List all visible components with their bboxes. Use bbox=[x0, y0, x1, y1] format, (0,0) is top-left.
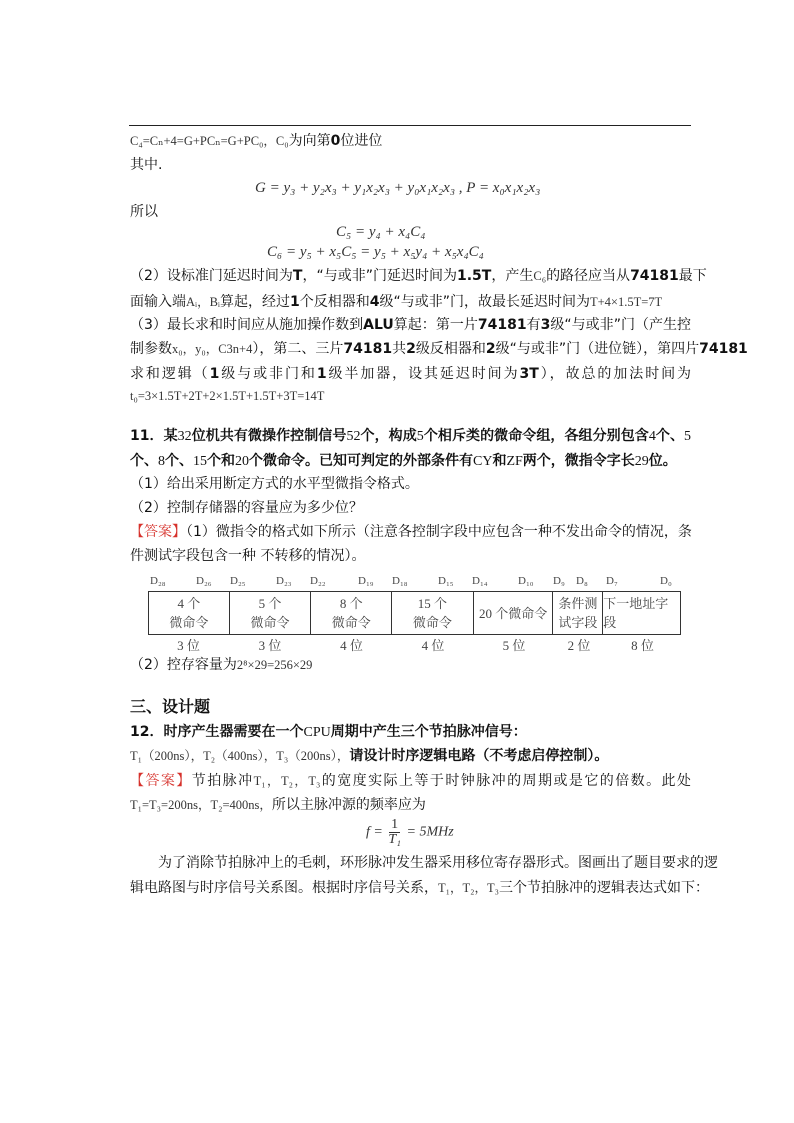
field-group-2: 5 个 微命令 bbox=[230, 592, 312, 634]
field-width: 8 位 bbox=[631, 638, 654, 653]
where-label: 其中. bbox=[130, 157, 163, 173]
field-group-1: 4 个 微命令 bbox=[149, 592, 230, 634]
field-next-address: 下一地址字段 bbox=[603, 596, 669, 630]
bit-label: D₈ bbox=[576, 575, 588, 587]
para3-line1: （3）最长求和时间应从施加操作数到ALU算起：第一片74181有3级“与或非”门（产生控 bbox=[130, 317, 692, 333]
carry-line: C₄=Cₙ+4=G+PCₙ=G+PC₀，C₀为向第0位进位 bbox=[130, 133, 383, 149]
bit-label: D₁₈ bbox=[392, 575, 408, 587]
q12-para-line1: 为了消除节拍脉冲上的毛刺，环形脉冲发生器采用移位寄存器形式。图画出了题目要求的逻 bbox=[158, 855, 718, 871]
equation-c5: C₅ = y₄ + x₄C₄ bbox=[336, 224, 426, 240]
q12-stem-line2: T₁（200ns），T₂（400ns），T₃（200ns），请设计时序逻辑电路（不考虑启停控制）。 bbox=[130, 748, 609, 764]
field-width: 2 位 bbox=[567, 638, 591, 653]
bit-label: D₁₄ bbox=[472, 575, 488, 587]
bit-positions bbox=[148, 575, 681, 589]
fraction: $\frac{1}{\text{T₁}}$ bbox=[388, 817, 401, 847]
para2-line1: （2）设标准门延迟时间为T，“与或非”门延迟时间为1.5T，产生C₆的路径应当从74181最下 bbox=[130, 268, 707, 284]
q11-sub1: （1）给出采用断定方式的水平型微指令格式。 bbox=[130, 476, 419, 492]
q12-stem-line1: 12．时序产生器需要在一个CPU周期中产生三个节拍脉冲信号： bbox=[130, 724, 527, 740]
para3-line3: 求和逻辑（1级与或非门和1级半加器，设其延迟时间为3T），故总的加法时间为 bbox=[130, 366, 692, 382]
bit-label: D₁₅ bbox=[438, 575, 454, 587]
q11-sub2: （2）控制存储器的容量应为多少位？ bbox=[130, 500, 363, 516]
answer-tag: 【答案】 bbox=[130, 773, 192, 789]
field-group-5: 20 个微命令 bbox=[474, 592, 554, 634]
q11-answer2: （2）控存容量为2⁸×29=256×29 bbox=[130, 657, 313, 673]
q11-stem-line1: 11．某32位机共有微操作控制信号52个，构成5个相斥类的微命令组，各组分别包含4个、5 bbox=[130, 428, 692, 444]
field-width: 3 位 bbox=[177, 638, 200, 653]
bit-label: D₂₅ bbox=[230, 575, 246, 587]
carry-formula: C₄=Cₙ+4=G+PCₙ=G+PC₀，C₀ bbox=[130, 134, 289, 148]
therefore-label: 所以 bbox=[130, 204, 158, 220]
bit-label: D₂₆ bbox=[196, 575, 212, 587]
q12-para-line2: 辑电路图与时序信号关系图。根据时序信号关系，T₁，T₂，T₃三个节拍脉冲的逻辑表达式如下： bbox=[130, 880, 709, 896]
q11-answer-line1: 【答案】（1）微指令的格式如下所示（注意各控制字段中应包含一种不发出命令的情况，条 bbox=[130, 524, 692, 540]
field-row bbox=[148, 591, 681, 635]
para3-line2: 制参数x₀，y₀，C3n+4），第二、三片74181共2级反相器和2级“与或非”门（进位链），第四片74181 bbox=[130, 341, 748, 357]
bit-label: D₇ bbox=[606, 575, 618, 587]
field-width: 4 位 bbox=[421, 638, 445, 653]
bit-label: D₂₃ bbox=[276, 575, 292, 587]
field-group-4: 15 个 微命令 bbox=[392, 592, 474, 634]
para2-line2: 面输入端Aᵢ，Bᵢ算起，经过1个反相器和4级“与或非”门，故最长延迟时间为T+4×1.5T=7T bbox=[130, 294, 663, 310]
q11-answer-line2: 件测试字段包含一种 不转移的情况）。 bbox=[130, 548, 366, 564]
q11-stem-line2: 个、8个、15个和20个微命令。已知可判定的外部条件有CY和ZF两个，微指令字长29位。 bbox=[130, 453, 677, 469]
total-add-time: t₀=3×1.5T+2T+2×1.5T+1.5T+3T=14T bbox=[130, 389, 325, 403]
field-width: 5 位 bbox=[502, 638, 526, 653]
equation-c6: C₆ = y₅ + x₅C₅ = y₅ + x₅y₄ + x₅x₄C₄ bbox=[267, 244, 484, 260]
equation-g-p: G = y₃ + y₂x₃ + y₁x₂x₃ + y₀x₁x₂x₃ , P = x₀x₁x₂x₃ bbox=[255, 180, 541, 196]
q12-answer-line1: 【答案】节拍脉冲T₁，T₂，T₃的宽度实际上等于时钟脉冲的周期或是它的倍数。此处 bbox=[130, 773, 692, 789]
field-width: 3 位 bbox=[258, 638, 282, 653]
bit-label: D₉ bbox=[553, 575, 565, 587]
answer-tag: 【答案】 bbox=[130, 524, 186, 540]
header-rule bbox=[129, 125, 691, 126]
field-widths bbox=[148, 635, 681, 651]
field-condition-test: 条件测 试字段 bbox=[553, 592, 603, 634]
bit-label: D₂₂ bbox=[310, 575, 326, 587]
microinstruction-format bbox=[148, 575, 681, 653]
bit-label: D₀ bbox=[660, 575, 672, 587]
field-width: 4 位 bbox=[340, 638, 363, 653]
equation-frequency: f = $\frac{1}{\text{T₁}}$ = 5MHz bbox=[366, 817, 454, 847]
field-group-3: 8 个 微命令 bbox=[311, 592, 392, 634]
q12-answer-line2: T₁=T₃=200ns，T₂=400ns，所以主脉冲源的频率应为 bbox=[130, 797, 426, 813]
bit-label: D₂₈ bbox=[150, 575, 166, 587]
bit-label: D₁₀ bbox=[518, 575, 534, 587]
section-title: 三、设计题 bbox=[130, 697, 211, 716]
bit-label: D₁₉ bbox=[358, 575, 374, 587]
